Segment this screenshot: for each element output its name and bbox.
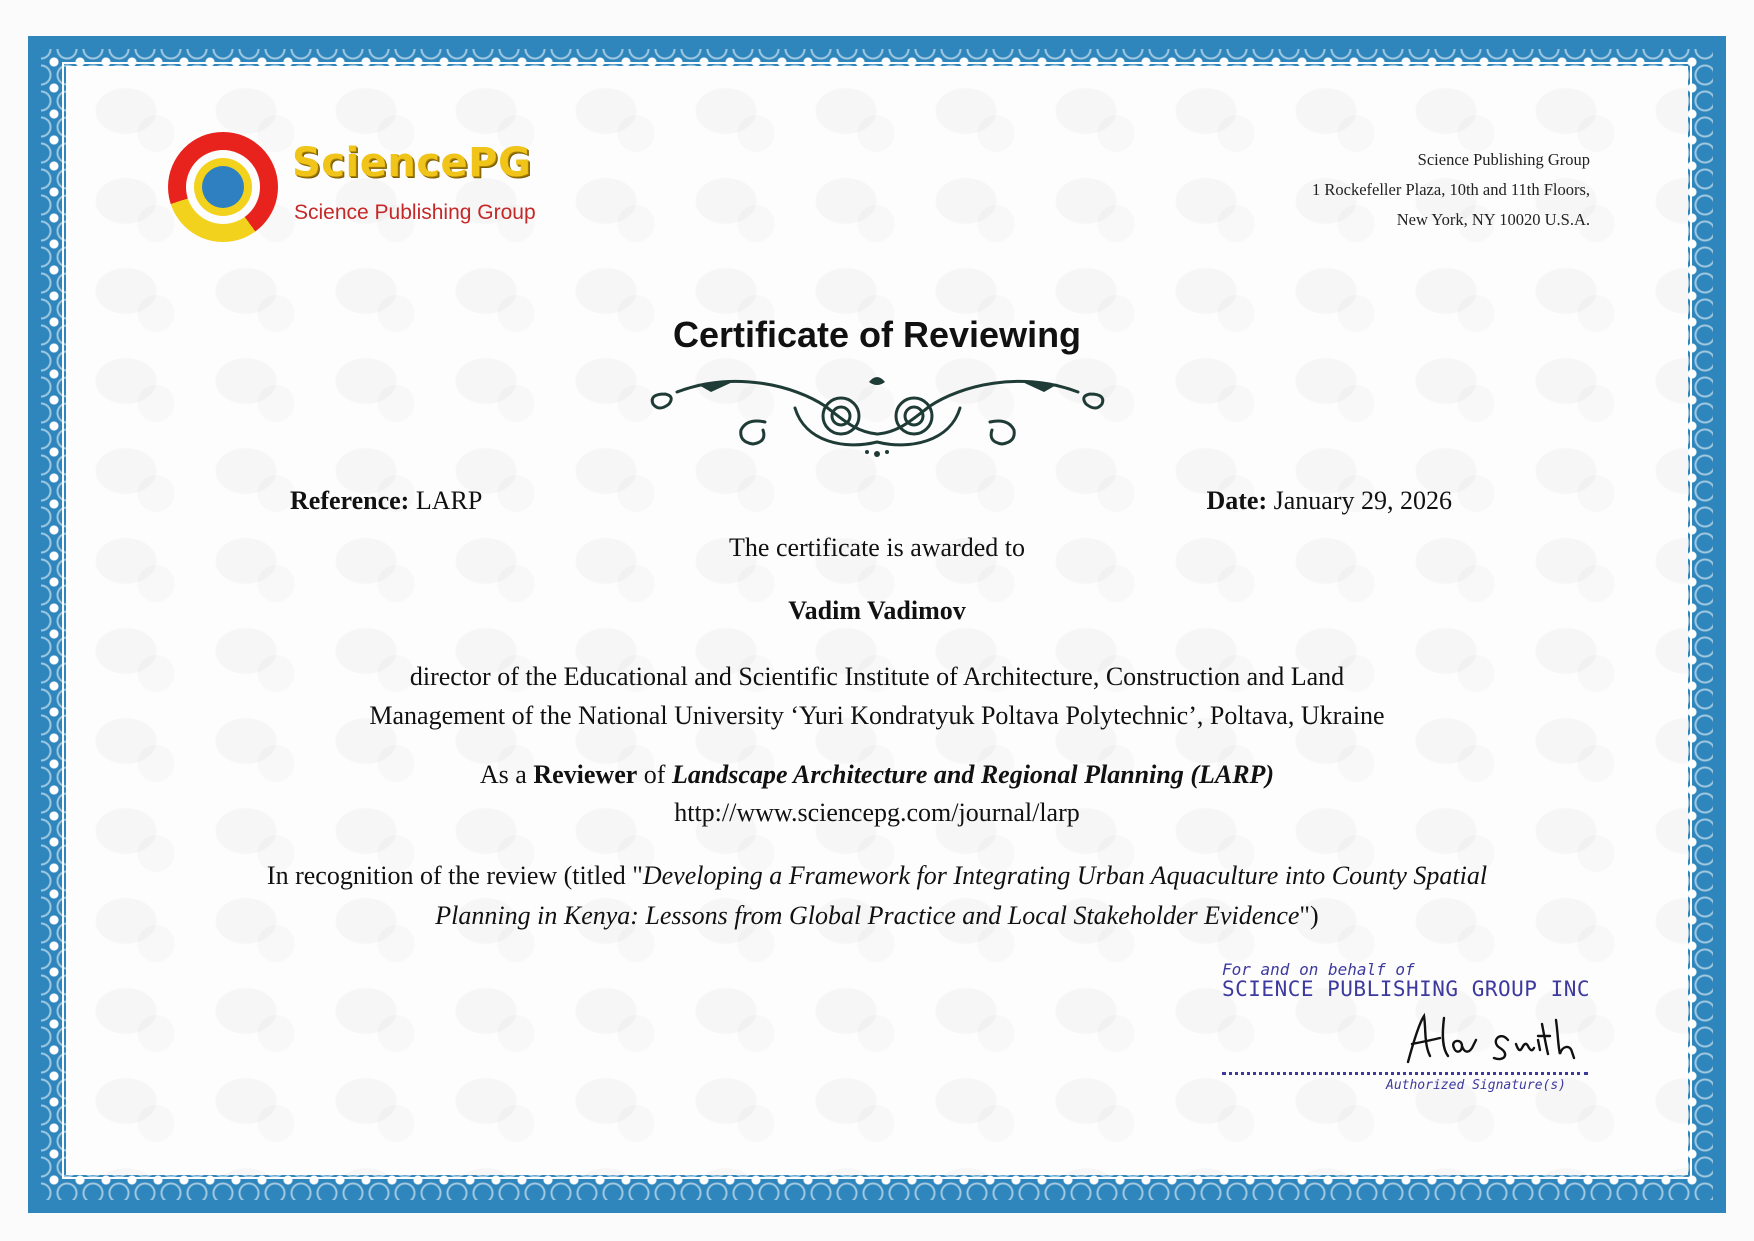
recipient-name: Vadim Vadimov: [788, 596, 966, 625]
address-line: 1 Rockefeller Plaza, 10th and 11th Floors,: [1312, 180, 1590, 199]
authorization-stamp: [1222, 960, 1592, 1100]
reference-field: [290, 486, 482, 516]
review-title-line: Planning in Kenya: Lessons from Global Practice and Local Stakeholder Evidence: [435, 901, 1300, 930]
address-line: New York, NY 10020 U.S.A.: [1396, 210, 1590, 229]
publisher-address: [1170, 145, 1590, 235]
address-line: Science Publishing Group: [1417, 150, 1590, 169]
sciencepg-logo-icon: [168, 132, 278, 242]
date-value: January 29, 2026: [1273, 486, 1452, 515]
signature-label: Authorized Signature(s): [1386, 1078, 1567, 1093]
journal-title: Landscape Architecture and Regional Planning (LARP): [671, 760, 1275, 789]
role-prefix: As a: [479, 760, 527, 789]
journal-url: http://www.sciencepg.com/journal/larp: [674, 798, 1080, 827]
recognition-line: [0, 856, 1754, 896]
logo-subtitle: Science Publishing Group: [294, 201, 536, 224]
stamp-company-name: SCIENCE PUBLISHING GROUP INC: [1222, 977, 1591, 1001]
logo-name: SciencePG: [292, 140, 532, 186]
affiliation-line: director of the Educational and Scientific Institute of Architecture, Construction and Land: [409, 662, 1345, 691]
awarded-text: The certificate is awarded to: [729, 533, 1025, 562]
recognition-prefix: In recognition of the review (titled ": [266, 861, 643, 890]
affiliation-line: Management of the National University ‘Yuri Kondratyuk Poltava Polytechnic’, Poltava, Ukraine: [369, 701, 1385, 730]
stamp-behalf-text: For and on behalf of: [1222, 960, 1415, 979]
ornamental-flourish-icon: [645, 372, 1110, 458]
handwritten-signature-icon: [1390, 1010, 1590, 1070]
signature-line: [1222, 1072, 1588, 1075]
reference-value: LARP: [415, 486, 483, 515]
date-label: Date:: [1206, 486, 1268, 515]
role-of: of: [643, 760, 666, 789]
reference-label: Reference:: [290, 486, 410, 515]
date-field: [1207, 486, 1453, 516]
review-title-line: Developing a Framework for Integrating Urban Aquaculture into County Spatial: [642, 861, 1488, 890]
reviewer-role: [0, 760, 1754, 790]
recognition-line: [0, 896, 1754, 936]
role-name: Reviewer: [533, 760, 638, 789]
certificate-title: Certificate of Reviewing: [672, 314, 1082, 355]
recognition-suffix: "): [1299, 901, 1319, 930]
recipient-affiliation: [0, 657, 1754, 735]
recognition-statement: [0, 856, 1754, 936]
